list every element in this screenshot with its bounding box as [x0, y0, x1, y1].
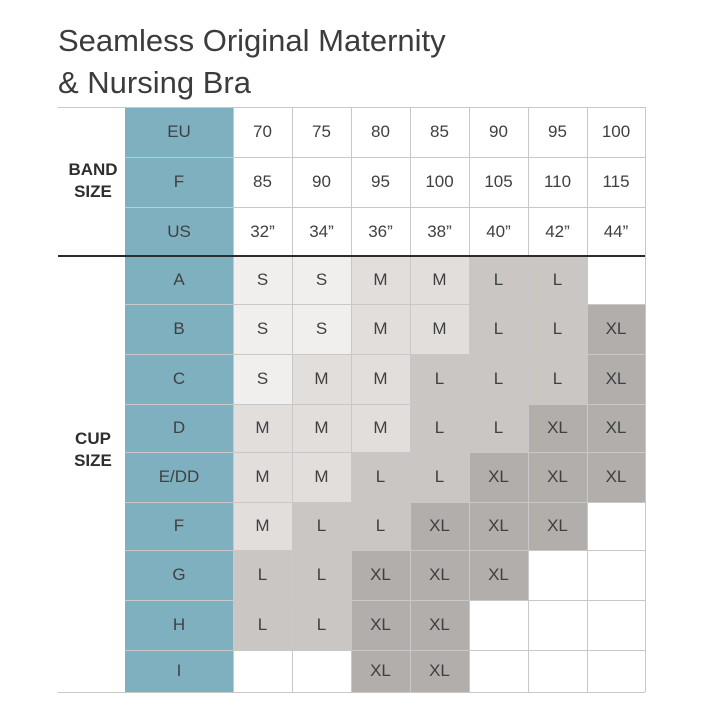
title-line-1: Seamless Original Maternity — [58, 23, 446, 58]
size-cell: M — [351, 404, 410, 452]
size-cell — [587, 550, 645, 600]
size-cell: L — [351, 452, 410, 502]
grid-line-vertical — [351, 107, 352, 692]
grid-line-horizontal — [125, 502, 645, 503]
size-cell — [469, 650, 528, 692]
size-cell: L — [469, 404, 528, 452]
size-cell: XL — [410, 650, 469, 692]
size-cell — [292, 650, 351, 692]
size-cell: L — [233, 550, 292, 600]
size-cell: XL — [410, 600, 469, 650]
size-cell: XL — [587, 452, 645, 502]
size-cell: L — [528, 354, 587, 404]
size-cell: XL — [410, 502, 469, 550]
size-cell: XL — [469, 550, 528, 600]
size-cell: XL — [469, 502, 528, 550]
band-value-cell: 75 — [292, 107, 351, 157]
row-label: D — [172, 418, 186, 437]
band-value-cell: 44” — [587, 207, 645, 256]
section-divider — [58, 255, 645, 257]
grid-line-horizontal — [125, 304, 645, 305]
row-label: E/DD — [158, 467, 200, 486]
band-value-cell: 32” — [233, 207, 292, 256]
grid-line-horizontal — [125, 650, 645, 651]
band-value-cell: 90 — [292, 157, 351, 207]
row-label: EU — [167, 122, 191, 141]
size-cell — [587, 600, 645, 650]
band-value-cell: 85 — [410, 107, 469, 157]
band-size-label: BAND SIZE — [68, 160, 118, 201]
size-cell: S — [292, 256, 351, 304]
cup-size-label: CUP SIZE — [74, 429, 112, 470]
row-label: B — [173, 319, 185, 338]
size-cell: S — [233, 354, 292, 404]
size-cell: S — [233, 304, 292, 354]
grid-line-horizontal — [125, 550, 645, 551]
size-cell: M — [233, 404, 292, 452]
row-label: F — [173, 172, 185, 191]
size-cell: M — [292, 354, 351, 404]
row-label: H — [172, 615, 186, 634]
size-cell — [587, 650, 645, 692]
size-cell: XL — [587, 404, 645, 452]
size-cell: M — [233, 452, 292, 502]
grid-line-horizontal — [125, 354, 645, 355]
size-cell — [528, 600, 587, 650]
row-label: A — [173, 270, 185, 289]
size-cell: S — [292, 304, 351, 354]
band-value-cell: 80 — [351, 107, 410, 157]
band-value-cell: 105 — [469, 157, 528, 207]
band-value-cell: 36” — [351, 207, 410, 256]
band-value-cell: 38” — [410, 207, 469, 256]
size-cell — [469, 600, 528, 650]
size-cell: L — [528, 304, 587, 354]
size-cell: S — [233, 256, 292, 304]
size-cell: M — [410, 304, 469, 354]
band-value-cell: 95 — [351, 157, 410, 207]
size-cell: M — [292, 452, 351, 502]
band-value-cell: 110 — [528, 157, 587, 207]
size-cell: M — [292, 404, 351, 452]
size-cell: L — [469, 256, 528, 304]
grid-line-vertical — [292, 107, 293, 692]
grid-line-vertical — [645, 107, 646, 692]
size-cell: L — [469, 304, 528, 354]
size-cell: L — [410, 354, 469, 404]
title-line-2: & Nursing Bra — [58, 65, 251, 100]
size-cell: L — [292, 502, 351, 550]
grid-line-horizontal — [58, 692, 645, 693]
grid-line-vertical — [410, 107, 411, 692]
size-cell — [528, 650, 587, 692]
size-cell: XL — [587, 354, 645, 404]
grid-line-horizontal — [125, 404, 645, 405]
row-label: C — [172, 369, 186, 388]
size-cell: L — [410, 452, 469, 502]
size-cell: XL — [528, 452, 587, 502]
grid-line-vertical — [233, 107, 234, 692]
size-cell: L — [410, 404, 469, 452]
size-cell: L — [528, 256, 587, 304]
size-cell: L — [351, 502, 410, 550]
size-cell: XL — [351, 650, 410, 692]
band-value-cell: 95 — [528, 107, 587, 157]
size-cell: L — [292, 600, 351, 650]
size-cell: M — [233, 502, 292, 550]
size-cell: M — [351, 354, 410, 404]
band-value-cell: 115 — [587, 157, 645, 207]
size-cell: L — [292, 550, 351, 600]
size-cell: M — [351, 304, 410, 354]
band-value-cell: 40” — [469, 207, 528, 256]
size-cell: M — [351, 256, 410, 304]
grid-line-vertical — [528, 107, 529, 692]
band-value-cell: 85 — [233, 157, 292, 207]
size-cell: XL — [351, 600, 410, 650]
row-label: I — [176, 661, 182, 680]
band-value-cell: 100 — [410, 157, 469, 207]
size-cell: XL — [587, 304, 645, 354]
size-cell — [528, 550, 587, 600]
band-value-cell: 70 — [233, 107, 292, 157]
size-cell: XL — [528, 404, 587, 452]
grid-line-horizontal — [125, 157, 645, 158]
grid-line-vertical — [469, 107, 470, 692]
size-cell: XL — [410, 550, 469, 600]
size-cell: M — [410, 256, 469, 304]
band-value-cell: 34” — [292, 207, 351, 256]
size-cell: L — [469, 354, 528, 404]
size-cell — [233, 650, 292, 692]
grid-line-horizontal — [125, 600, 645, 601]
grid-line-horizontal — [125, 207, 645, 208]
band-value-cell: 90 — [469, 107, 528, 157]
size-cell: XL — [528, 502, 587, 550]
grid-line-vertical — [587, 107, 588, 692]
size-cell — [587, 502, 645, 550]
row-label: F — [173, 516, 185, 535]
band-value-cell: 100 — [587, 107, 645, 157]
band-value-cell: 42” — [528, 207, 587, 256]
row-label: US — [167, 221, 191, 241]
grid-line-horizontal — [58, 107, 645, 108]
grid-line-horizontal — [125, 452, 645, 453]
size-cell: XL — [469, 452, 528, 502]
size-cell: XL — [351, 550, 410, 600]
size-cell: L — [233, 600, 292, 650]
row-label: G — [172, 565, 186, 584]
size-cell — [587, 256, 645, 304]
